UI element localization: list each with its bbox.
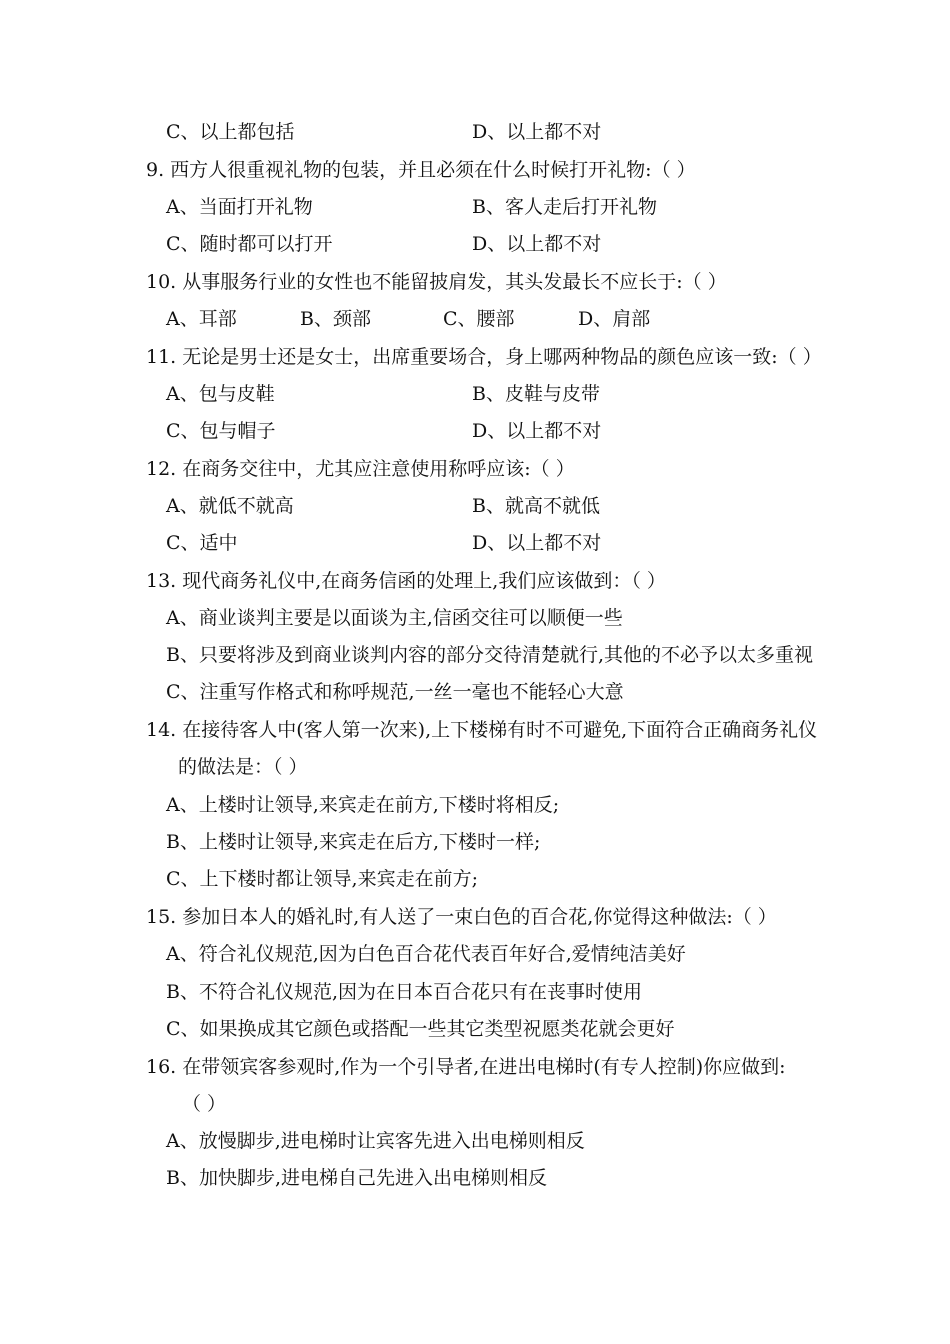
question-10: 10. 从事服务行业的女性也不能留披肩发，其头发最长不应长于:（ ） — [146, 271, 727, 293]
q12-option-b: B、就高不就低 — [472, 495, 600, 517]
q13-option-b: B、只要将涉及到商业谈判内容的部分交待清楚就行,其他的不必予以太多重视 — [166, 644, 814, 666]
q16-option-b: B、加快脚步,进电梯自己先进入出电梯则相反 — [166, 1167, 548, 1189]
q8-option-d: D、以上都不对 — [472, 121, 602, 143]
q11-option-c: C、包与帽子 — [166, 420, 276, 442]
question-16: 16. 在带领宾客参观时,作为一个引导者,在进出电梯时(有专人控制)你应做到: — [146, 1056, 786, 1078]
q9-option-d: D、以上都不对 — [472, 233, 602, 255]
q16-option-a: A、放慢脚步,进电梯时让宾客先进入出电梯则相反 — [166, 1130, 585, 1152]
q14-option-c: C、上下楼时都让领导,来宾走在前方; — [166, 868, 478, 890]
q11-option-d: D、以上都不对 — [472, 420, 602, 442]
question-16-blank: （ ） — [182, 1093, 227, 1115]
q11-option-b: B、皮鞋与皮带 — [472, 383, 600, 405]
q9-option-a: A、当面打开礼物 — [166, 196, 313, 218]
q14-option-b: B、上楼时让领导,来宾走在后方,下楼时一样; — [166, 831, 541, 853]
q9-option-c: C、随时都可以打开 — [166, 233, 333, 255]
question-12: 12. 在商务交往中，尤其应注意使用称呼应该:（ ） — [146, 458, 575, 480]
question-11: 11. 无论是男士还是女士，出席重要场合，身上哪两种物品的颜色应该一致:（ ） — [146, 346, 822, 368]
q10-option-a: A、耳部 — [166, 308, 237, 330]
q12-option-d: D、以上都不对 — [472, 532, 602, 554]
question-13: 13. 现代商务礼仪中,在商务信函的处理上,我们应该做到：（ ） — [146, 570, 666, 592]
question-14: 14. 在接待客人中(客人第一次来),上下楼梯有时不可避免,下面符合正确商务礼仪 — [146, 719, 818, 741]
q13-option-a: A、商业谈判主要是以面谈为主,信函交往可以顺便一些 — [166, 607, 623, 629]
q9-option-b: B、客人走后打开礼物 — [472, 196, 657, 218]
q11-option-a: A、包与皮鞋 — [166, 383, 275, 405]
q14-option-a: A、上楼时让领导,来宾走在前方,下楼时将相反; — [166, 794, 560, 816]
question-9: 9. 西方人很重视礼物的包装，并且必须在什么时候打开礼物:（ ） — [146, 159, 696, 181]
q15-option-b: B、不符合礼仪规范,因为在日本百合花只有在丧事时使用 — [166, 981, 643, 1003]
q10-option-c: C、腰部 — [443, 308, 515, 330]
q12-option-a: A、就低不就高 — [166, 495, 294, 517]
q13-option-c: C、注重写作格式和称呼规范,一丝一毫也不能轻心大意 — [166, 681, 624, 703]
q10-option-b: B、颈部 — [300, 308, 371, 330]
q8-option-c: C、以上都包括 — [166, 121, 295, 143]
q15-option-a: A、符合礼仪规范,因为白色百合花代表百年好合,爱情纯洁美好 — [166, 943, 686, 965]
q12-option-c: C、适中 — [166, 532, 238, 554]
q15-option-c: C、如果换成其它颜色或搭配一些其它类型祝愿类花就会更好 — [166, 1018, 675, 1040]
q10-option-d: D、肩部 — [578, 308, 651, 330]
question-15: 15. 参加日本人的婚礼时,有人送了一束白色的百合花,你觉得这种做法:（ ） — [146, 906, 777, 928]
question-14-continued: 的做法是：（ ） — [178, 756, 308, 778]
